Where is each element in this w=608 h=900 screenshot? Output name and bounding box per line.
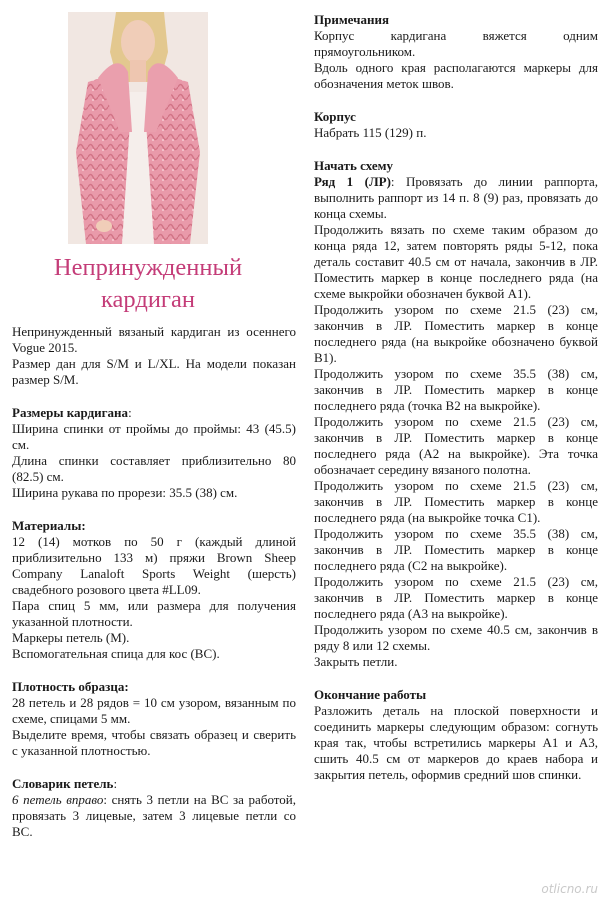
chart-step: Закрыть петли. (314, 654, 398, 669)
chart-step: Продолжить узором по схеме 21.5 (23) см, закончив в ЛР. Поместить маркер в конце последнего ряда (на выкройке точка С1). (314, 478, 598, 525)
chart-step: Продолжить вязать по схеме таким образом до конца ряда 12, затем повторять ряды 5-12, пока деталь составит 40.5 см от начала, закончив в ЛР. Поместить маркер в конце последнего ряда (на схеме выкройки обозначен буквой А1). (314, 222, 598, 301)
sizes-item: Длина спинки составляет приблизительно 80 (82.5) см. (12, 453, 296, 484)
notes-heading: Примечания (314, 12, 389, 27)
notes-item: Корпус кардигана вяжется одним прямоугольником. (314, 28, 598, 59)
sizes-heading: Размеры кардигана: (12, 405, 132, 420)
watermark: otlicno.ru (541, 882, 598, 896)
notes-item: Вдоль одного края располагаются маркеры для обозначения меток швов. (314, 60, 598, 91)
materials-item: Маркеры петель (М). (12, 630, 130, 645)
sizes-item: Ширина спинки от проймы до проймы: 43 (45.5) см. (12, 421, 296, 452)
finishing-heading: Окончание работы (314, 687, 427, 702)
materials-item: Пара спиц 5 мм, или размера для получения указанной плотности. (12, 598, 296, 629)
left-column (12, 324, 296, 840)
materials-item: 12 (14) мотков по 50 г (каждый длиной приблизительно 133 м) пряжи Brown Sheep Company Lanaloft Sports Weight (шерсть) свадебного розового цвета #LL09. (12, 534, 296, 597)
chart-step: Продолжить узором по схеме 21.5 (23) см, закончив в ЛР. Поместить маркер в конце последнего ряда (А2 на выкройке). Эта точка обозначает середину вязаного полотна. (314, 414, 598, 477)
chart-start-heading: Начать схему (314, 158, 393, 173)
stitch-definition: 6 петель вправо: снять 3 петли на ВС за работой, провязать 3 лицевые, затем 3 лицевые петли со ВС. (12, 792, 296, 839)
chart-step: Продолжить узором по схеме 40.5 см, закончив в ряду 8 или 12 схемы. (314, 622, 598, 653)
body-heading: Корпус (314, 109, 356, 124)
chart-step: Продолжить узором по схеме 35.5 (38) см, закончив в ЛР. Поместить маркер в конце последнего ряда (точка В2 на выкройке). (314, 366, 598, 413)
chart-step: Продолжить узором по схеме 21.5 (23) см, закончив в ЛР. Поместить маркер в конце последнего ряда (А3 на выкройке). (314, 574, 598, 621)
chart-step: Продолжить узором по схеме 21.5 (23) см, закончив в ЛР. Поместить маркер в конце последнего ряда (на выкройке обозначено буквой В1). (314, 302, 598, 365)
cardigan-photo (68, 12, 208, 244)
gauge-item: 28 петель и 28 рядов = 10 см узором, вязанным по схеме, спицами 5 мм. (12, 695, 296, 726)
title-line-1: Непринужденный (53, 254, 243, 281)
materials-item: Вспомогательная спица для кос (ВС). (12, 646, 220, 661)
finishing-text: Разложить деталь на плоской поверхности и соединить маркеры следующим образом: согнуть края так, чтобы встретились маркеры А1 и А3, сшить 40.5 см от маркеров до краев набора и закрытия петель, оформив средний шов спинки. (314, 703, 598, 782)
title-line-2: кардиган (101, 286, 195, 313)
stitch-term: 6 петель вправо (12, 792, 104, 807)
intro-size-paragraph: Размер дан для S/M и L/XL. На модели показан размер S/M. (12, 356, 296, 387)
model-illustration (68, 12, 208, 244)
right-column (314, 12, 598, 783)
gauge-heading: Плотность образца: (12, 679, 129, 694)
body-cast-on: Набрать 115 (129) п. (314, 125, 427, 140)
row-1-instruction: Ряд 1 (ЛР): Провязать до линии раппорта, выполнить раппорт из 14 п. 8 (9) раз, провязать до конца схемы. (314, 174, 599, 221)
page-title (0, 252, 296, 316)
sizes-item: Ширина рукава по прорези: 35.5 (38) см. (12, 485, 238, 500)
chart-step: Продолжить узором по схеме 35.5 (38) см, закончив в ЛР. Поместить маркер в конце последнего ряда (С2 на выкройке). (314, 526, 598, 573)
intro-paragraph: Непринужденный вязаный кардиган из осеннего Vogue 2015. (12, 324, 296, 355)
materials-heading: Материалы: (12, 518, 86, 533)
row-1-label: Ряд 1 (ЛР) (314, 174, 391, 189)
stitches-heading: Словарик петель: (12, 776, 118, 791)
gauge-item: Выделите время, чтобы связать образец и сверить с указанной плотностью. (12, 727, 296, 758)
